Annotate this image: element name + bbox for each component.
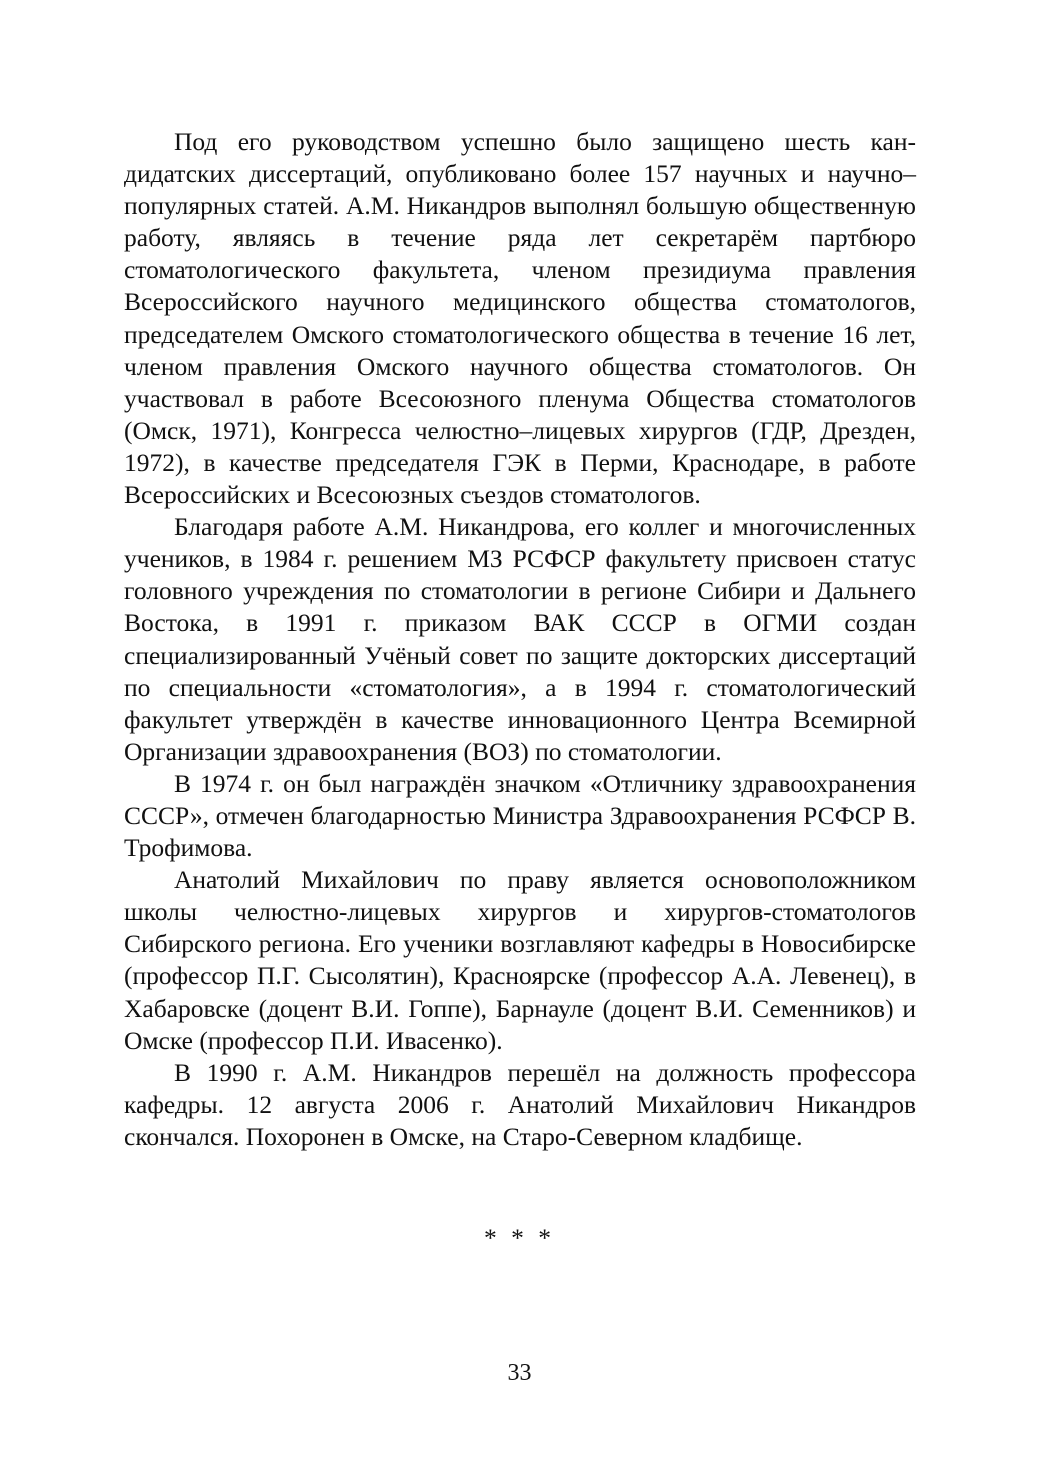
section-separator: * * * [484,1223,555,1252]
paragraph-5: В 1990 г. А.М. Никандров перешёл на должность профессора кафедры. 12 августа 2006 г. Анатолий Михайлович Никандров скончался. Похоронен в Омске, на Старо-Северном кладбище. [124,1057,916,1151]
page-number: 33 [507,1360,532,1386]
paragraph-4: Анатолий Михайлович по праву является основоположником школы челюстно-лицевых хирургов и хирургов-стоматологов Сибирского региона. Его ученики возглавляют кафедры в Новосибирске (профессор П.Г. Сысолятин), Красноярске (профессор А.А. Левенец), в Хабаровске (доцент В.И. Гоппе), Барнауле (доцент В.И. Семенников) и Омске (профессор П.И. Ивасенко). [124,865,916,1055]
paragraph-3: В 1974 г. он был награждён значком «Отличнику здравоохранения СССР», отмечен благодарностью Министра Здравоохранения РСФСР В. Трофимова. [124,768,916,863]
body-text [124,126,916,1153]
paragraph-1: Под его руководством успешно было защищено шесть кандидатских диссертаций, опубликовано более 157 научных и научно–популярных статей. А.М. Никандров выполнял большую общественную работу, являясь в течение ряда лет секретарём партбюро стоматологического факультета, членом президиума правления Всероссийского научного медицинского общества стоматологов, председателем Омского стоматологического общества в течение 16 лет, членом правления Омского научного общества стоматологов. Он участвовал в работе Всесоюзного пленума Общества стоматологов (Омск, 1971), Конгресса челюстно–лицевых хирургов (ГДР, Дрезден, 1972), в качестве председателя ГЭК в Перми, Краснодаре, в работе Всероссийских и Всесоюзных съездов стоматологов. [124,127,916,510]
paragraph-2: Благодаря работе А.М. Никандрова, его коллег и многочисленных учеников, в 1984 г. решением МЗ РСФСР факультету присвоен статус головного учреждения по стоматологии в регионе Сибири и Дальнего Востока, в 1991 г. приказом ВАК СССР в ОГМИ создан специализированный Учёный совет по защите докторских диссертаций по специальности «стоматология», а в 1994 г. стоматологический факультет утверждён в качестве инновационного Центра Всемирной Организации здравоохранения (ВОЗ) по стоматологии. [124,512,916,766]
